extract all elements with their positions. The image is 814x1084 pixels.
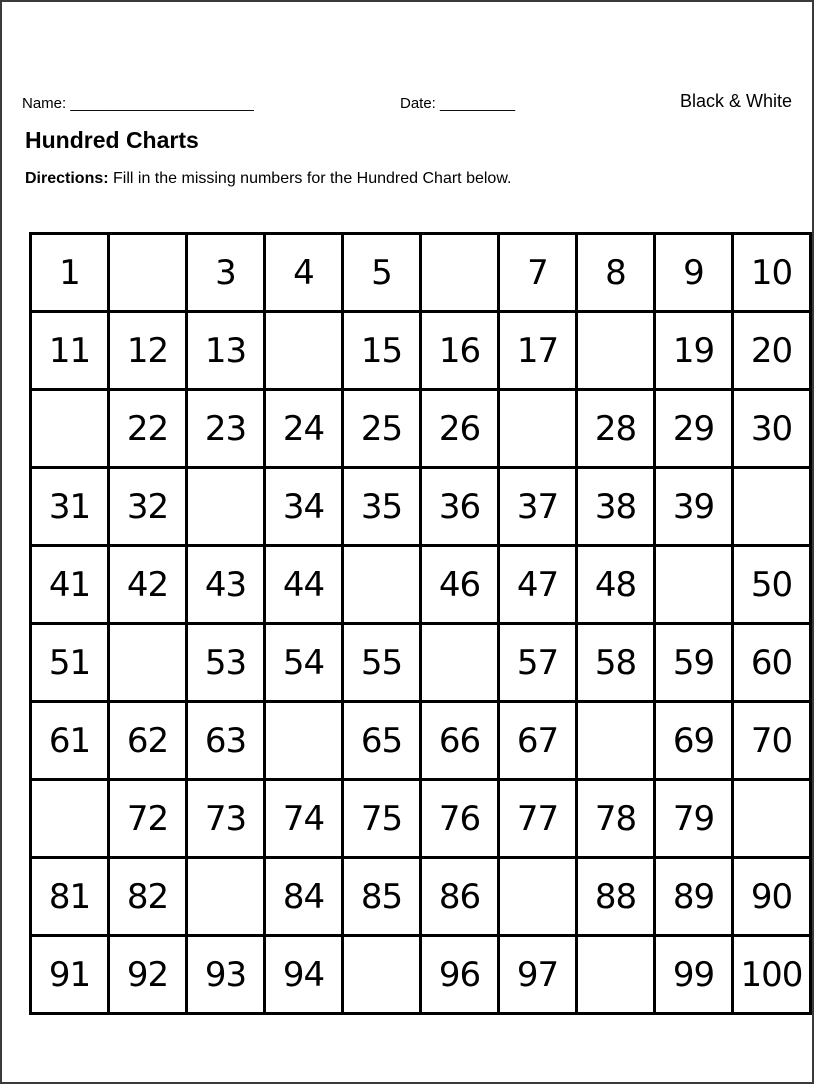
number-cell: 17 — [499, 312, 577, 390]
chart-row — [31, 702, 811, 780]
name-blank[interactable]: ______________________ — [70, 95, 254, 112]
number-cell: 90 — [733, 858, 811, 936]
blank-cell[interactable] — [265, 312, 343, 390]
number-cell: 42 — [109, 546, 187, 624]
number-cell: 73 — [187, 780, 265, 858]
blank-cell[interactable] — [187, 468, 265, 546]
number-cell: 38 — [577, 468, 655, 546]
number-cell: 74 — [265, 780, 343, 858]
number-cell: 16 — [421, 312, 499, 390]
number-cell: 72 — [109, 780, 187, 858]
chart-row — [31, 312, 811, 390]
directions — [25, 170, 511, 188]
number-cell: 75 — [343, 780, 421, 858]
name-field[interactable] — [22, 95, 254, 112]
number-cell: 46 — [421, 546, 499, 624]
number-cell: 60 — [733, 624, 811, 702]
number-cell: 13 — [187, 312, 265, 390]
number-cell: 30 — [733, 390, 811, 468]
number-cell: 19 — [655, 312, 733, 390]
number-cell: 63 — [187, 702, 265, 780]
blank-cell[interactable] — [187, 858, 265, 936]
number-cell: 92 — [109, 936, 187, 1014]
number-cell: 50 — [733, 546, 811, 624]
chart-row — [31, 936, 811, 1014]
blank-cell[interactable] — [421, 234, 499, 312]
number-cell: 43 — [187, 546, 265, 624]
number-cell: 24 — [265, 390, 343, 468]
blank-cell[interactable] — [655, 546, 733, 624]
blank-cell[interactable] — [733, 780, 811, 858]
number-cell: 23 — [187, 390, 265, 468]
blank-cell[interactable] — [109, 234, 187, 312]
blank-cell[interactable] — [343, 546, 421, 624]
number-cell: 32 — [109, 468, 187, 546]
date-label: Date: — [400, 95, 436, 112]
number-cell: 53 — [187, 624, 265, 702]
blank-cell[interactable] — [109, 624, 187, 702]
number-cell: 39 — [655, 468, 733, 546]
number-cell: 97 — [499, 936, 577, 1014]
number-cell: 36 — [421, 468, 499, 546]
number-cell: 69 — [655, 702, 733, 780]
number-cell: 99 — [655, 936, 733, 1014]
number-cell: 29 — [655, 390, 733, 468]
number-cell: 77 — [499, 780, 577, 858]
chart-row — [31, 624, 811, 702]
number-cell: 93 — [187, 936, 265, 1014]
chart-row — [31, 468, 811, 546]
number-cell: 70 — [733, 702, 811, 780]
blank-cell[interactable] — [733, 468, 811, 546]
number-cell: 66 — [421, 702, 499, 780]
number-cell: 7 — [499, 234, 577, 312]
number-cell: 11 — [31, 312, 109, 390]
blank-cell[interactable] — [421, 624, 499, 702]
date-blank[interactable]: _________ — [440, 95, 516, 112]
number-cell: 41 — [31, 546, 109, 624]
number-cell: 20 — [733, 312, 811, 390]
number-cell: 81 — [31, 858, 109, 936]
blank-cell[interactable] — [499, 858, 577, 936]
directions-text: Fill in the missing numbers for the Hundred Chart below. — [108, 170, 512, 187]
number-cell: 34 — [265, 468, 343, 546]
number-cell: 31 — [31, 468, 109, 546]
number-cell: 47 — [499, 546, 577, 624]
number-cell: 58 — [577, 624, 655, 702]
number-cell: 26 — [421, 390, 499, 468]
blank-cell[interactable] — [31, 780, 109, 858]
chart-row — [31, 390, 811, 468]
blank-cell[interactable] — [265, 702, 343, 780]
number-cell: 9 — [655, 234, 733, 312]
number-cell: 76 — [421, 780, 499, 858]
number-cell: 78 — [577, 780, 655, 858]
number-cell: 25 — [343, 390, 421, 468]
number-cell: 37 — [499, 468, 577, 546]
chart-row — [31, 858, 811, 936]
hundred-chart — [29, 232, 812, 1015]
number-cell: 8 — [577, 234, 655, 312]
number-cell: 59 — [655, 624, 733, 702]
number-cell: 51 — [31, 624, 109, 702]
blank-cell[interactable] — [31, 390, 109, 468]
number-cell: 1 — [31, 234, 109, 312]
number-cell: 96 — [421, 936, 499, 1014]
number-cell: 5 — [343, 234, 421, 312]
number-cell: 65 — [343, 702, 421, 780]
number-cell: 15 — [343, 312, 421, 390]
number-cell: 22 — [109, 390, 187, 468]
number-cell: 100 — [733, 936, 811, 1014]
blank-cell[interactable] — [577, 936, 655, 1014]
number-cell: 48 — [577, 546, 655, 624]
directions-lead: Directions: — [25, 170, 109, 187]
number-cell: 82 — [109, 858, 187, 936]
number-cell: 85 — [343, 858, 421, 936]
blank-cell[interactable] — [499, 390, 577, 468]
blank-cell[interactable] — [577, 702, 655, 780]
number-cell: 88 — [577, 858, 655, 936]
blank-cell[interactable] — [343, 936, 421, 1014]
date-field[interactable] — [400, 95, 515, 112]
chart-row — [31, 234, 811, 312]
number-cell: 89 — [655, 858, 733, 936]
blank-cell[interactable] — [577, 312, 655, 390]
number-cell: 10 — [733, 234, 811, 312]
chart-row — [31, 780, 811, 858]
number-cell: 84 — [265, 858, 343, 936]
number-cell: 94 — [265, 936, 343, 1014]
number-cell: 86 — [421, 858, 499, 936]
number-cell: 61 — [31, 702, 109, 780]
number-cell: 91 — [31, 936, 109, 1014]
number-cell: 4 — [265, 234, 343, 312]
number-cell: 28 — [577, 390, 655, 468]
number-cell: 67 — [499, 702, 577, 780]
number-cell: 57 — [499, 624, 577, 702]
number-cell: 44 — [265, 546, 343, 624]
number-cell: 35 — [343, 468, 421, 546]
number-cell: 62 — [109, 702, 187, 780]
number-cell: 79 — [655, 780, 733, 858]
name-label: Name: — [22, 95, 67, 112]
chart-row — [31, 546, 811, 624]
variant-label: Black & White — [679, 91, 792, 111]
number-cell: 3 — [187, 234, 265, 312]
number-cell: 54 — [265, 624, 343, 702]
page-title: Hundred Charts — [25, 127, 199, 153]
number-cell: 12 — [109, 312, 187, 390]
number-cell: 55 — [343, 624, 421, 702]
